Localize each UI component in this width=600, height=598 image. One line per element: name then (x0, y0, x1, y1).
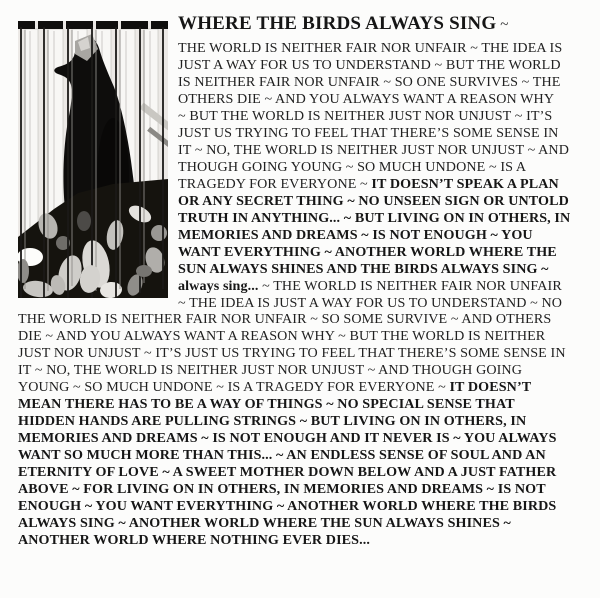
lyric-line (18, 328, 596, 345)
caged-bird-artwork (18, 21, 168, 298)
lyric-line (18, 396, 596, 413)
lyric-segment: JUST NOR UNJUST ~ IT’S JUST US TRYING TO FEEL THAT THERE’S SOME SENSE IN (18, 345, 566, 361)
lyric-line (178, 295, 594, 312)
lyric-segment: JUST US TRYING TO FEEL THAT THERE’S SOME SENSE IN (178, 125, 559, 141)
lyric-line (178, 40, 594, 57)
lyric-segment: IS NEITHER FAIR NOR UNFAIR ~ SO ONE SURVIVES ~ THE (178, 74, 561, 90)
lyric-segment: DIE ~ AND YOU ALWAYS WANT A REASON WHY ~ BUT THE WORLD IS NEITHER (18, 328, 546, 344)
cage-top-bar (18, 21, 168, 29)
lyric-segment: SUN ALWAYS SHINES AND THE BIRDS ALWAYS SING ~ (178, 261, 549, 277)
lyrics-column (178, 40, 594, 312)
lyric-segment: ANOTHER WORLD WHERE NOTHING EVER DIES... (18, 532, 370, 548)
lyric-line (18, 311, 596, 328)
page-title-text: WHERE THE BIRDS ALWAYS SING (178, 13, 497, 34)
lyric-segment: ALWAYS SING ~ ANOTHER WORLD WHERE THE SUN ALWAYS SHINES ~ (18, 515, 511, 531)
lyric-line (18, 345, 596, 362)
lyric-line (18, 447, 596, 464)
page-title-tilde: ~ (496, 17, 509, 33)
lyric-line (178, 159, 594, 176)
lyric-segment: IT ~ NO, THE WORLD IS NEITHER JUST NOR UNJUST ~ AND (178, 142, 569, 158)
lyric-segment: ABOVE ~ FOR LIVING ON IN OTHERS, IN MEMORIES AND DREAMS ~ IS NOT (18, 481, 546, 497)
lyric-segment: OR ANY SECRET THING ~ NO UNSEEN SIGN OR UNTOLD (178, 193, 569, 209)
lyric-line (18, 532, 596, 549)
lyric-segment: always sing... (178, 278, 259, 294)
lyric-line (178, 74, 594, 91)
lyric-segment: MEMORIES AND DREAMS ~ IS NOT ENOUGH ~ YOU (178, 227, 533, 243)
lyric-segment: TRUTH IN ANYTHING... ~ BUT LIVING ON IN OTHERS, IN (178, 210, 571, 226)
lyric-segment: THE WORLD IS NEITHER FAIR NOR UNFAIR ~ SO SOME SURVIVE ~ AND OTHERS (18, 311, 552, 327)
lyric-line (178, 210, 594, 227)
lyric-segment: IT DOESN’T (449, 379, 532, 395)
lyrics-right-column-wrap (178, 11, 594, 312)
lyric-segment: THE WORLD IS NEITHER FAIR NOR UNFAIR ~ THE IDEA IS (178, 40, 563, 56)
lyric-line (178, 176, 594, 193)
lyric-line (18, 498, 596, 515)
lyric-segment: JUST A WAY FOR US TO UNDERSTAND ~ BUT THE WORLD (178, 57, 561, 73)
lyric-line (178, 244, 594, 261)
lyric-line (178, 125, 594, 142)
lyric-line (178, 108, 594, 125)
lyric-line (18, 481, 596, 498)
lyric-line (178, 142, 594, 159)
lyric-segment: ETERNITY OF LOVE ~ A SWEET MOTHER DOWN BELOW AND A JUST FATHER (18, 464, 557, 480)
lyric-line (178, 278, 594, 295)
lyric-segment: OTHERS DIE ~ AND YOU ALWAYS WANT A REASON WHY (178, 91, 555, 107)
lyric-segment: MEAN THERE HAS TO BE A WAY OF THINGS ~ NO SPECIAL SENSE THAT (18, 396, 515, 412)
lyric-segment: ENOUGH ~ YOU WANT EVERYTHING ~ ANOTHER WORLD WHERE THE BIRDS (18, 498, 557, 514)
lyric-segment: YOUNG ~ SO MUCH UNDONE ~ IS A TRAGEDY FOR EVERYONE ~ (18, 379, 450, 395)
lyric-segment: MEMORIES AND DREAMS ~ IS NOT ENOUGH AND IT NEVER IS ~ YOU ALWAYS (18, 430, 557, 446)
lyric-line (18, 413, 596, 430)
lyric-line (178, 57, 594, 74)
page-title (178, 11, 594, 38)
lyric-segment: WANT EVERYTHING ~ ANOTHER WORLD WHERE THE (178, 244, 557, 260)
lyric-segment: TRAGEDY FOR EVERYONE ~ (178, 176, 372, 192)
lyric-segment: IT DOESN’T SPEAK A PLAN (371, 176, 559, 192)
lyric-line (178, 193, 594, 210)
lyric-line (178, 261, 594, 278)
lyric-line (18, 430, 596, 447)
lyric-line (18, 362, 596, 379)
lyrics-full (18, 311, 596, 549)
lyric-segment: THOUGH GOING YOUNG ~ SO MUCH UNDONE ~ IS A (178, 159, 527, 175)
lyric-segment: HIDDEN HANDS ARE PULLING STRINGS ~ BUT LIVING ON IN OTHERS, IN (18, 413, 527, 429)
lyric-segment: IT ~ NO, THE WORLD IS NEITHER JUST NOR UNJUST ~ AND THOUGH GOING (18, 362, 522, 378)
lyric-line (18, 379, 596, 396)
lyric-line (178, 91, 594, 108)
lyric-segment: ~ THE IDEA IS JUST A WAY FOR US TO UNDERSTAND ~ NO (178, 295, 563, 311)
lyric-line (18, 515, 596, 532)
lyric-line (178, 227, 594, 244)
lyric-segment: ~ THE WORLD IS NEITHER FAIR NOR UNFAIR (258, 278, 562, 294)
lyric-segment: WANT SO MUCH MORE THAN THIS... ~ AN ENDLESS SENSE OF SOUL AND AN (18, 447, 546, 463)
lyric-segment: ~ BUT THE WORLD IS NEITHER JUST NOR UNJUST ~ IT’S (178, 108, 553, 124)
lyric-line (18, 464, 596, 481)
